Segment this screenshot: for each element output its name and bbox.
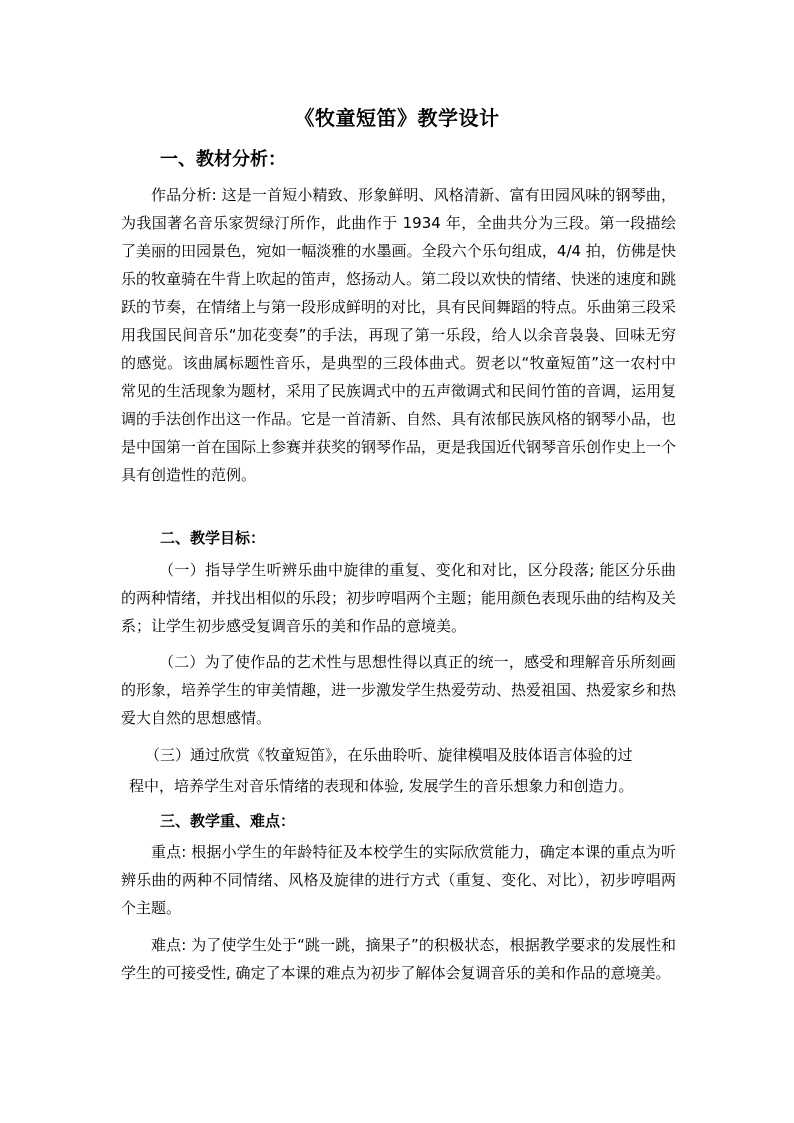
paragraph-goal-3-line-2: 程中，培养学生对音乐情绪的表现和体验, 发展学生的音乐想象力和创造力。: [129, 777, 634, 795]
paragraph-goal-3-line-1: （三）通过欣赏《牧童短笛》，在乐曲聆听、旋律模唱及肢体语言体验的过: [145, 746, 633, 764]
section-heading-teaching-goals: 二、教学目标：: [160, 529, 266, 547]
paragraph-difficulty: 难点: 为了使学生处于“跳一跳，摘果子”的积极状态，根据教学要求的发展性和学生的可接受性, 确定了本课的难点为初步了解体会复调音乐的美和作品的意境美。: [121, 936, 676, 982]
section-heading-key-difficult-points: 三、教学重、难点：: [160, 812, 296, 830]
section-heading-material-analysis: 一、教材分析：: [160, 149, 286, 170]
paragraph-goal-1: （一）指导学生听辨乐曲中旋律的重复、变化和对比，区分段落; 能区分乐曲的两种情绪，并找出相似的乐段；初步哼唱两个主题；能用颜色表现乐曲的结构及关系；让学生初步感受复调音乐的美和作品的意境美。: [121, 561, 677, 635]
paragraph-goal-2: （二）为了使作品的艺术性与思想性得以真正的统一，感受和理解音乐所刻画的形象，培养学生的审美情趣，进一步激发学生热爱劳动、热爱祖国、热爱家乡和热爱大自然的思想感情。: [121, 653, 677, 727]
document-title: 《牧童短笛》教学设计: [294, 106, 500, 130]
paragraph-key-point: 重点: 根据小学生的年龄特征及本校学生的实际欣赏能力，确定本课的重点为听辨乐曲的两种不同情绪、风格及旋律的进行方式（重复、变化、对比），初步哼唱两个主题。: [121, 843, 676, 917]
paragraph-work-analysis: 作品分析: 这是一首短小精致、形象鲜明、风格清新、富有田园风味的钢琴曲，为我国著名音乐家贺绿汀所作，此曲作于 1934 年，全曲共分为三段。第一段描绘了美丽的田园景色，宛如一幅淡雅的水墨画。全段六个乐句组成，4/4 拍，仿佛是快乐的牧童骑在牛背上吹起的笛声，悠扬动人。第二段以欢快的情绪、快迷的速度和跳跃的节奏，在情绪上与第一段形成鲜明的对比，具有民间舞蹈的特点。乐曲第三段采用我国民间音乐“加花变奏”的手法，再现了第一乐段，给人以余音袅袅、回味无穷的感觉。该曲属标题性音乐，是典型的三段体曲式。贺老以“牧童短笛”这一农村中常见的生活现象为题材，采用了民族调式中的五声徵调式和民间竹笛的音调，运用复调的手法创作出这一作品。它是一首清新、自然、具有浓郁民族风格的钢琴小品，也是中国第一首在国际上参赛并获奖的钢琴作品，更是我国近代钢琴音乐创作史上一个具有创造性的范例。: [121, 186, 677, 484]
